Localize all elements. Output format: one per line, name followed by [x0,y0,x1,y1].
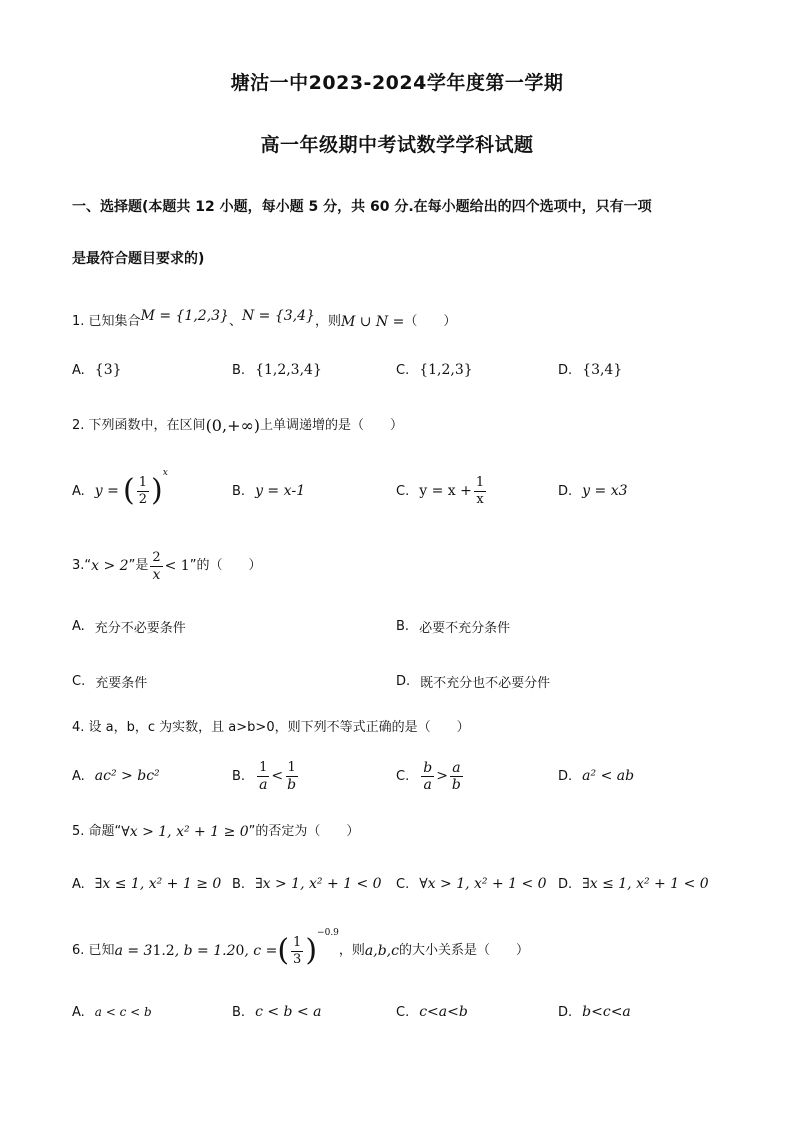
option-letter: D. [396,673,411,689]
option-c[interactable] [72,659,147,703]
set-n: N = {3,4} [241,308,315,324]
question-text: 命题“ [88,824,122,839]
question-3-options-row-1 [72,604,732,648]
option-text: 必要不充分条件 [419,620,511,636]
option-a[interactable] [72,862,221,906]
denominator: x [476,491,484,507]
question-text: 上单调递增的是（ ） [260,418,404,433]
fraction-2 [450,760,463,793]
option-text: {3,4} [582,362,623,378]
question-5 [72,812,732,852]
fraction [137,475,149,508]
fraction [291,935,303,968]
option-a[interactable] [72,990,152,1034]
option-letter: C. [396,768,410,784]
option-letter: C. [396,876,410,892]
option-text: {1,2,3,4} [255,362,322,378]
question-number: 1. [72,314,85,329]
option-b[interactable] [396,604,510,648]
question-1-options [72,348,732,392]
interval: (0,+∞) [205,416,261,435]
question-text: ，则 [338,943,365,958]
option-d[interactable] [396,659,550,703]
option-text: y = x [255,483,292,499]
a-exponent: 1.2 [152,943,175,959]
question-4 [72,708,732,748]
question-text: 已知集合 [88,314,141,329]
answer-blank: （ ） [404,314,457,329]
option-text: 充分不必要条件 [94,620,186,636]
option-text: {1,2,3} [419,362,473,378]
numerator: b [423,759,433,776]
option-letter: A. [72,1004,85,1020]
question-2 [72,406,732,446]
option-b[interactable] [232,348,322,392]
question-1 [72,302,732,342]
option-text: y = x [582,483,619,499]
option-letter: C. [396,1004,410,1020]
option-a[interactable] [72,754,160,798]
question-number: 5. [72,824,85,839]
b-exponent: 0 [235,943,245,959]
option-letter: A. [72,362,85,378]
option-text: a < c < b [94,1005,152,1019]
fraction-1 [421,760,434,793]
question-text: ”的否定为（ ） [248,824,360,839]
option-text: a² < ab [582,768,635,784]
numerator: a [452,759,461,776]
question-6 [72,926,732,976]
right-paren: ) [151,473,163,508]
option-lhs: y = [94,483,119,499]
question-4-options [72,754,732,798]
c-exponent: −0.9 [317,928,339,938]
numerator: 1 [259,759,268,775]
exam-title-line-2: 高一年级期中考试数学学科试题 [260,134,534,156]
operator: < [271,768,284,784]
option-text: ∃x ≤ 1, x² + 1 < 0 [582,876,709,892]
option-b[interactable] [232,862,382,906]
question-2-options [72,468,732,514]
option-c[interactable] [396,348,473,392]
question-number: 6. [72,943,85,958]
option-letter: A. [72,876,85,892]
question-3-options-row-2 [72,659,732,703]
option-text: c < b < a [255,1004,322,1020]
option-letter: B. [232,1004,246,1020]
section-heading-continued: 是最符合题目要求的) [72,251,205,267]
option-letter: A. [72,768,85,784]
question-text: ”是 [128,558,149,573]
denominator: 3 [293,951,302,967]
numerator: 1 [287,759,296,775]
question-5-options [72,862,732,906]
option-letter: D. [558,1004,573,1020]
denominator: a [259,776,268,793]
operator: > [436,768,448,784]
numerator: 1 [293,934,302,950]
option-a[interactable] [72,348,122,392]
separator: 、 [228,314,242,329]
left-paren: ( [123,473,135,508]
option-text: ∀x > 1, x² + 1 < 0 [419,876,547,892]
condition-2: < 1 [164,558,190,574]
option-c[interactable] [396,990,468,1034]
union-expression: M ∪ N = [340,314,405,330]
option-letter: C. [72,673,86,689]
section-heading: 一、选择题(本题共 12 小题，每小题 5 分，共 60 分.在每小题给出的四个选项中，只有一项 [72,199,652,215]
fraction-2 [285,760,298,793]
question-number: 2. [72,418,85,433]
numerator: 1 [138,474,148,490]
question-6-options [72,990,732,1034]
question-text: 下列函数中，在区间 [88,418,206,433]
variables: a,b,c [364,943,399,959]
option-d[interactable] [558,468,628,514]
option-letter: D. [558,483,573,499]
condition-1: x > 2 [91,558,129,574]
exponent: -1 [291,483,306,499]
question-number: 3. [72,558,85,573]
option-letter: B. [232,876,246,892]
option-letter: B. [232,768,246,784]
set-m: M = {1,2,3} [140,308,229,324]
option-letter: D. [558,768,573,784]
option-letter: B. [232,483,246,499]
option-c[interactable] [396,862,547,906]
question-text: ”的（ ） [189,558,262,573]
question-text: 设 a，b，c 为实数，且 a>b>0，则下列不等式正确的是（ ） [88,720,470,735]
quote-open: “ [84,558,92,573]
option-letter: A. [72,483,85,499]
denominator: a [423,776,432,793]
numerator: 1 [475,474,485,490]
option-d[interactable] [558,348,622,392]
option-letter: A. [72,618,85,634]
option-letter: D. [558,362,573,378]
question-number: 4. [72,720,85,735]
option-d[interactable] [558,990,631,1034]
option-letter: D. [558,876,573,892]
option-b[interactable] [232,468,305,514]
exponent: 3 [618,483,628,499]
option-text: ac² > bc² [94,768,160,784]
option-letter: C. [396,483,410,499]
denominator: b [287,776,297,793]
question-text: ，则 [314,314,341,329]
option-c[interactable] [396,754,465,798]
right-paren: ) [305,933,318,968]
question-text: 已知 [88,943,115,958]
option-d[interactable] [558,754,634,798]
option-a[interactable] [72,468,168,514]
fraction-1 [257,760,269,793]
left-paren: ( [277,933,290,968]
option-text: ∃x ≤ 1, x² + 1 ≥ 0 [94,876,222,892]
exam-title-line-1: 塘沽一中2023-2024学年度第一学期 [230,72,564,94]
option-letter: B. [232,362,246,378]
a-definition: a = 3 [114,943,153,959]
option-text: 既不充分也不必要分件 [420,675,551,691]
option-a[interactable] [72,604,186,648]
question-3 [72,546,732,586]
option-text: ∃x > 1, x² + 1 < 0 [255,876,382,892]
denominator: 2 [138,491,148,507]
option-text: b<c<a [582,1004,631,1020]
fraction [150,550,162,583]
numerator: 2 [152,549,161,565]
option-text: c<a<b [419,1004,468,1020]
question-text: 的大小关系是（ ） [398,943,529,958]
fraction [474,475,486,508]
option-lhs: y = x + [419,483,472,499]
proposition: ∀x > 1, x² + 1 ≥ 0 [121,824,249,840]
option-c[interactable] [396,468,488,514]
option-text: {3} [94,362,122,378]
denominator: b [451,776,461,793]
c-definition: , c = [244,943,278,959]
option-b[interactable] [232,754,300,798]
b-definition: , b = 1.2 [174,943,236,959]
option-letter: B. [396,618,410,634]
option-d[interactable] [558,862,709,906]
exponent: x [162,468,168,478]
denominator: x [152,566,161,583]
option-letter: C. [396,362,410,378]
option-text: 充要条件 [95,675,148,691]
option-b[interactable] [232,990,321,1034]
